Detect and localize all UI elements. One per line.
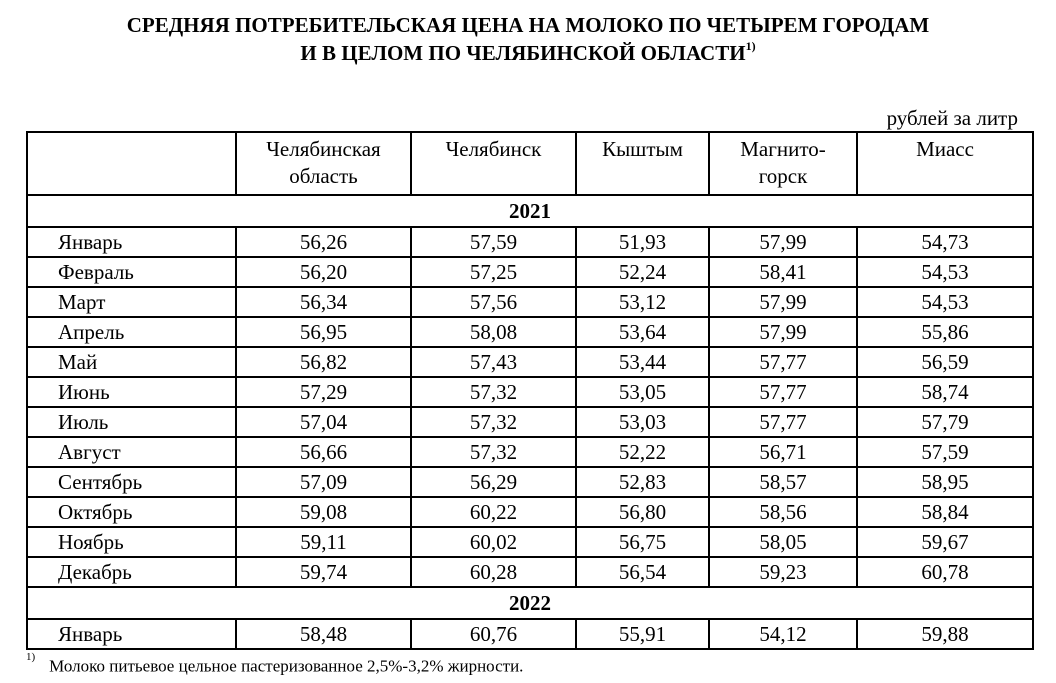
price-cell: 57,99 — [709, 317, 857, 347]
price-cell: 56,29 — [411, 467, 576, 497]
table-row — [27, 377, 1033, 407]
price-cell: 59,23 — [709, 557, 857, 587]
title-footnote-mark: 1) — [745, 39, 756, 53]
column-header: Миасс — [857, 132, 1033, 195]
table-row — [27, 257, 1033, 287]
price-cell: 56,82 — [236, 347, 411, 377]
month-cell: Март — [27, 287, 236, 317]
table-row — [27, 619, 1033, 649]
month-cell: Октябрь — [27, 497, 236, 527]
price-cell: 57,09 — [236, 467, 411, 497]
table-row — [27, 347, 1033, 377]
year-row — [27, 587, 1033, 619]
month-cell: Июль — [27, 407, 236, 437]
price-cell: 58,41 — [709, 257, 857, 287]
price-cell: 57,56 — [411, 287, 576, 317]
price-cell: 53,12 — [576, 287, 709, 317]
price-cell: 59,08 — [236, 497, 411, 527]
price-cell: 56,71 — [709, 437, 857, 467]
price-cell: 54,53 — [857, 287, 1033, 317]
price-cell: 54,53 — [857, 257, 1033, 287]
price-cell: 60,28 — [411, 557, 576, 587]
price-cell: 56,54 — [576, 557, 709, 587]
header-corner — [27, 132, 236, 195]
footnote-text: Молоко питьевое цельное пастеризованное 2,5%-3,2% жирности. — [49, 656, 524, 676]
price-cell: 60,02 — [411, 527, 576, 557]
price-cell: 54,12 — [709, 619, 857, 649]
page-title — [0, 11, 1056, 67]
price-cell: 52,83 — [576, 467, 709, 497]
price-cell: 58,08 — [411, 317, 576, 347]
column-header: Челябинск — [411, 132, 576, 195]
price-cell: 59,88 — [857, 619, 1033, 649]
price-cell: 56,95 — [236, 317, 411, 347]
price-cell: 60,22 — [411, 497, 576, 527]
price-cell: 57,77 — [709, 347, 857, 377]
month-cell: Январь — [27, 619, 236, 649]
footnote — [26, 652, 523, 677]
table-row — [27, 527, 1033, 557]
table-row — [27, 317, 1033, 347]
table-row — [27, 437, 1033, 467]
price-cell: 56,75 — [576, 527, 709, 557]
price-cell: 59,74 — [236, 557, 411, 587]
month-cell: Декабрь — [27, 557, 236, 587]
price-cell: 56,66 — [236, 437, 411, 467]
price-cell: 57,29 — [236, 377, 411, 407]
price-cell: 55,91 — [576, 619, 709, 649]
price-cell: 57,79 — [857, 407, 1033, 437]
table-row — [27, 407, 1033, 437]
price-cell: 57,04 — [236, 407, 411, 437]
price-cell: 52,22 — [576, 437, 709, 467]
price-cell: 58,05 — [709, 527, 857, 557]
price-cell: 60,78 — [857, 557, 1033, 587]
footnote-mark: 1) — [26, 651, 36, 663]
price-cell: 59,11 — [236, 527, 411, 557]
title-line-2 — [0, 39, 1056, 67]
price-cell: 57,32 — [411, 437, 576, 467]
column-header: Кыштым — [576, 132, 709, 195]
month-cell: Апрель — [27, 317, 236, 347]
price-cell: 57,99 — [709, 227, 857, 257]
year-row — [27, 195, 1033, 227]
price-cell: 57,32 — [411, 407, 576, 437]
price-cell: 56,59 — [857, 347, 1033, 377]
price-cell: 56,26 — [236, 227, 411, 257]
table-row — [27, 557, 1033, 587]
price-cell: 56,80 — [576, 497, 709, 527]
price-cell: 54,73 — [857, 227, 1033, 257]
year-label: 2022 — [27, 587, 1033, 619]
month-cell: Февраль — [27, 257, 236, 287]
units-label: рублей за литр — [886, 106, 1018, 130]
year-label: 2021 — [27, 195, 1033, 227]
price-cell: 53,05 — [576, 377, 709, 407]
price-cell: 59,67 — [857, 527, 1033, 557]
price-cell: 58,95 — [857, 467, 1033, 497]
table-row — [27, 227, 1033, 257]
month-cell: Сентябрь — [27, 467, 236, 497]
price-cell: 58,57 — [709, 467, 857, 497]
table-row — [27, 497, 1033, 527]
price-cell: 52,24 — [576, 257, 709, 287]
price-cell: 57,77 — [709, 377, 857, 407]
table-row — [27, 287, 1033, 317]
price-cell: 57,59 — [411, 227, 576, 257]
price-cell: 57,77 — [709, 407, 857, 437]
price-cell: 53,03 — [576, 407, 709, 437]
column-header: Магнито- горск — [709, 132, 857, 195]
price-cell: 57,43 — [411, 347, 576, 377]
month-cell: Июнь — [27, 377, 236, 407]
price-cell: 53,44 — [576, 347, 709, 377]
price-cell: 58,84 — [857, 497, 1033, 527]
month-cell: Ноябрь — [27, 527, 236, 557]
price-cell: 58,48 — [236, 619, 411, 649]
column-header: Челябинская область — [236, 132, 411, 195]
price-cell: 57,59 — [857, 437, 1033, 467]
title-line-1: СРЕДНЯЯ ПОТРЕБИТЕЛЬСКАЯ ЦЕНА НА МОЛОКО ПО ЧЕТЫРЕМ ГОРОДАМ — [126, 13, 930, 37]
price-cell: 53,64 — [576, 317, 709, 347]
price-cell: 58,74 — [857, 377, 1033, 407]
price-table — [26, 131, 1034, 650]
month-cell: Август — [27, 437, 236, 467]
month-cell: Май — [27, 347, 236, 377]
month-cell: Январь — [27, 227, 236, 257]
title-line-2-text: И В ЦЕЛОМ ПО ЧЕЛЯБИНСКОЙ ОБЛАСТИ — [300, 41, 746, 65]
price-cell: 57,32 — [411, 377, 576, 407]
price-cell: 58,56 — [709, 497, 857, 527]
price-cell: 56,20 — [236, 257, 411, 287]
price-cell: 57,25 — [411, 257, 576, 287]
price-cell: 57,99 — [709, 287, 857, 317]
price-cell: 51,93 — [576, 227, 709, 257]
header-row — [27, 132, 1033, 195]
price-cell: 60,76 — [411, 619, 576, 649]
price-cell: 55,86 — [857, 317, 1033, 347]
table-row — [27, 467, 1033, 497]
price-cell: 56,34 — [236, 287, 411, 317]
